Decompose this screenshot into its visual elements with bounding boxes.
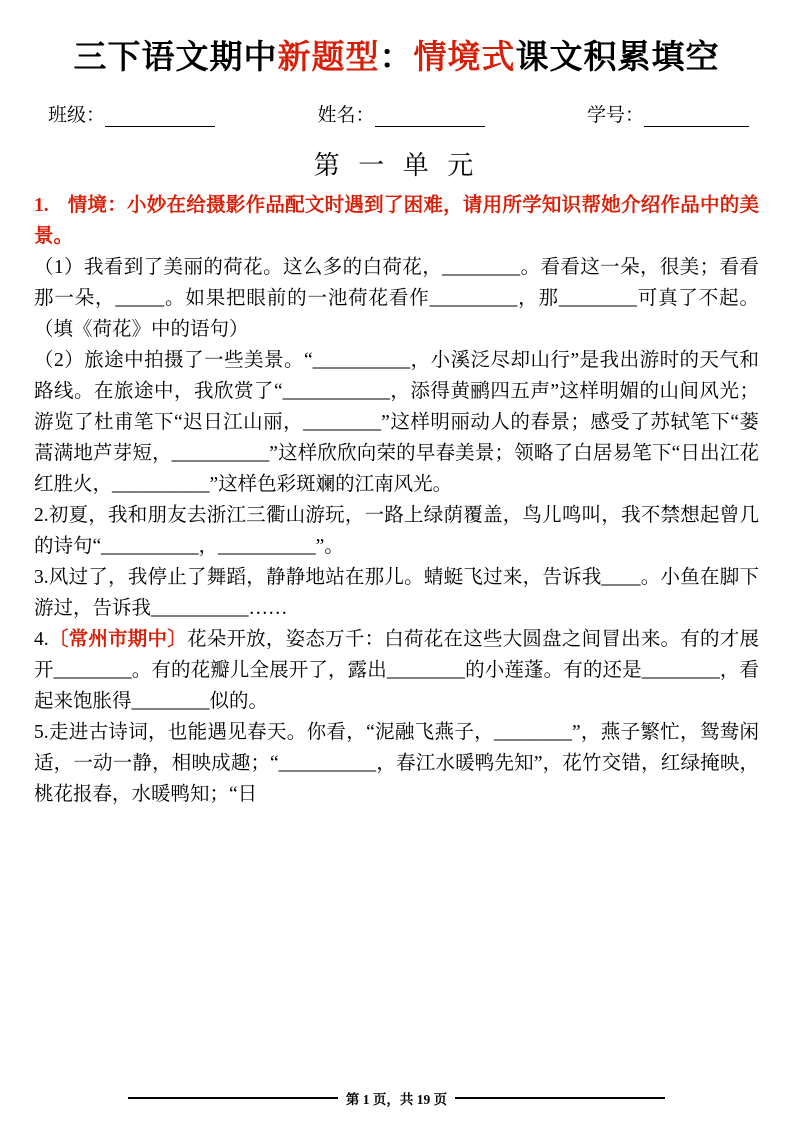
footer-rule-right [455,1097,665,1099]
question-1-number: 1. [34,194,49,216]
question-3-text: 风过了，我停止了舞蹈，静静地站在那儿。蜻蜓飞过来，告诉我____。小鱼在脚下游过，告诉我__________…… [34,566,759,619]
title-segment-5: 课文积累填空 [515,40,720,76]
class-field [48,100,215,127]
class-input-blank[interactable] [105,106,215,127]
page-footer [0,1087,793,1108]
question-1-prompt: 情境：小妙在给摄影作品配文时遇到了困难，请用所学知识帮她介绍作品中的美景。 [34,194,759,247]
title-segment-2: 新题型 [277,40,380,76]
document-body [34,190,759,810]
question-5-number: 5. [34,721,49,743]
name-label: 姓名： [317,104,375,126]
question-1-line-1 [34,252,759,345]
question-3-number: 3. [34,566,49,588]
question-2 [34,500,759,562]
student-number-input-blank[interactable] [644,106,749,127]
question-4 [34,624,759,717]
question-4-text: 花朵开放，姿态万千：白荷花在这些大圆盘之间冒出来。有的才展开________。有的花瓣儿全展开了，露出________的小莲蓬。有的还是________，看起来饱胀得________似的。 [34,628,759,712]
student-number-label: 学号： [586,104,644,126]
page-number-text: 第 1 页，共 19 页 [345,1092,448,1107]
name-field [317,100,484,127]
class-label: 班级： [48,104,106,126]
question-1 [34,190,759,252]
page-title [34,40,759,78]
question-4-number: 4. [34,628,49,650]
question-1-line-2-text: （2）旅途中拍摄了一些美景。“__________，小溪泛尽却山行”是我出游时的天气和路线。在旅途中，我欣赏了“___________，添得黄鹂四五声”这样明媚的山间风光；游览了杜甫笔下“迟日江山丽，________”这样明丽动人的春景；感受了苏轼笔下“蒌蒿满地芦芽短，__________”这样欣欣向荣的早春美景；领略了白居易笔下“日出江花红胜火，__________”这样色彩斑斓的江南风光。 [34,349,759,495]
student-number-field [587,100,749,127]
title-segment-3: ： [379,40,414,76]
footer-rule-left [128,1097,338,1099]
unit-heading: 第 一 单 元 [313,150,480,180]
question-2-number: 2. [34,504,49,526]
title-segment-4: 情境式 [413,40,516,76]
title-segment-1: 三下语文期中 [73,40,278,76]
name-input-blank[interactable] [375,106,485,127]
question-3 [34,562,759,624]
question-1-line-1-text: （1）我看到了美丽的荷花。这么多的白荷花，________。看看这一朵，很美；看看那一朵，_____。如果把眼前的一池荷花看作_________，那________可真了不起。（填《荷花》中的语句） [34,256,759,340]
question-5 [34,717,759,810]
question-5-text: 走进古诗词，也能遇见春天。你看，“泥融飞燕子，________”，燕子繁忙，鸳鸯闲适，一动一静，相映成趣；“__________，春江水暖鸭先知”，花竹交错，红绿掩映，桃花报春，水暖鸭知；“日 [34,721,759,805]
question-4-source-tag: 〔常州市期中〕 [48,628,187,650]
question-2-text: 初夏，我和朋友去浙江三衢山游玩，一路上绿荫覆盖，鸟儿鸣叫，我不禁想起曾几的诗句“__________，__________”。 [34,504,759,557]
student-info-row [34,100,759,127]
question-1-line-2 [34,345,759,500]
